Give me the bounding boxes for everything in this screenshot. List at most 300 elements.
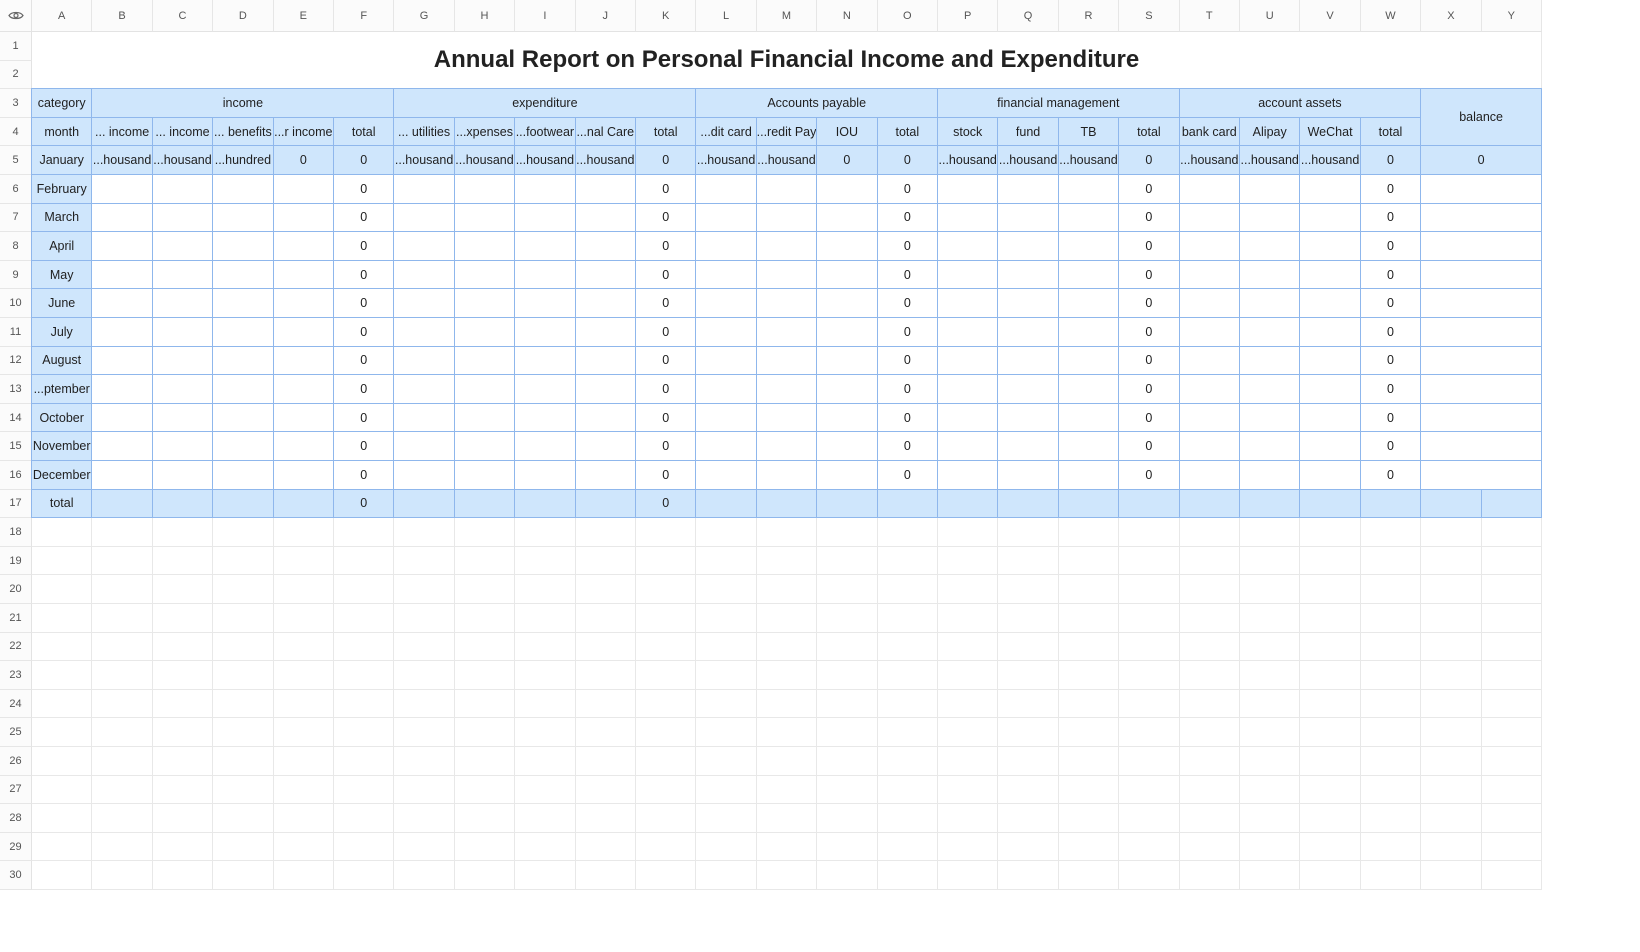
data-cell[interactable] (817, 432, 877, 461)
data-cell[interactable] (696, 347, 756, 376)
cell[interactable] (998, 661, 1058, 690)
data-cell[interactable] (153, 175, 213, 204)
data-cell[interactable] (1059, 404, 1119, 433)
cell[interactable] (455, 804, 515, 833)
column-header-g[interactable]: G (394, 0, 454, 32)
column-header-a[interactable]: A (32, 0, 92, 32)
row-header-11[interactable]: 11 (0, 318, 32, 347)
data-cell[interactable] (1300, 204, 1360, 233)
data-cell[interactable] (1059, 289, 1119, 318)
cell[interactable] (455, 833, 515, 862)
data-cell[interactable] (455, 204, 515, 233)
data-cell[interactable] (1240, 318, 1300, 347)
cell[interactable] (1119, 633, 1179, 662)
total-row-cell[interactable] (998, 490, 1058, 519)
total-row-cell[interactable] (938, 490, 998, 519)
cell[interactable] (394, 776, 454, 805)
data-cell[interactable] (153, 232, 213, 261)
expenditure-header[interactable]: expenditure (394, 89, 696, 118)
cell[interactable] (1180, 804, 1240, 833)
cell[interactable] (636, 861, 696, 890)
data-cell[interactable] (153, 375, 213, 404)
total-cell[interactable]: 0 (1361, 289, 1421, 318)
cell[interactable] (938, 804, 998, 833)
cell[interactable] (757, 518, 817, 547)
data-cell[interactable] (394, 432, 454, 461)
data-cell[interactable] (1300, 432, 1360, 461)
cell[interactable] (455, 575, 515, 604)
data-cell[interactable] (1240, 261, 1300, 290)
data-cell[interactable] (938, 461, 998, 490)
data-cell[interactable] (274, 432, 334, 461)
data-cell[interactable] (515, 432, 575, 461)
cell[interactable] (455, 633, 515, 662)
data-cell[interactable] (394, 204, 454, 233)
total-cell[interactable]: 0 (334, 404, 394, 433)
cell[interactable] (1119, 833, 1179, 862)
cell[interactable] (1421, 518, 1481, 547)
cell[interactable] (636, 661, 696, 690)
data-cell[interactable]: ...housand (938, 146, 998, 175)
data-cell[interactable]: 0 (334, 146, 394, 175)
data-cell[interactable] (576, 347, 636, 376)
cell[interactable] (576, 833, 636, 862)
cell[interactable] (515, 804, 575, 833)
cell[interactable] (394, 633, 454, 662)
row-header-13[interactable]: 13 (0, 375, 32, 404)
cell[interactable] (576, 518, 636, 547)
cell[interactable] (213, 690, 273, 719)
balance-cell[interactable]: 0 (1421, 146, 1542, 175)
cell[interactable] (576, 690, 636, 719)
total-cell[interactable]: 0 (334, 375, 394, 404)
data-cell[interactable] (92, 204, 152, 233)
data-cell[interactable] (394, 404, 454, 433)
total-row-cell[interactable] (92, 490, 152, 519)
cell[interactable] (757, 718, 817, 747)
cell[interactable] (274, 547, 334, 576)
data-cell[interactable]: 0 (1119, 146, 1179, 175)
cell[interactable] (636, 833, 696, 862)
cell[interactable] (153, 833, 213, 862)
total-row-cell[interactable] (576, 490, 636, 519)
total-row-cell[interactable] (1482, 490, 1542, 519)
data-cell[interactable] (817, 347, 877, 376)
data-cell[interactable] (696, 404, 756, 433)
data-cell[interactable] (938, 175, 998, 204)
cell[interactable] (938, 861, 998, 890)
cell[interactable] (576, 575, 636, 604)
cell[interactable] (1482, 661, 1542, 690)
balance-cell[interactable] (1421, 318, 1542, 347)
data-cell[interactable] (938, 289, 998, 318)
data-cell[interactable] (576, 261, 636, 290)
cell[interactable] (1361, 690, 1421, 719)
total-cell[interactable]: 0 (334, 318, 394, 347)
data-cell[interactable] (274, 289, 334, 318)
cell[interactable] (1119, 776, 1179, 805)
cell[interactable] (92, 518, 152, 547)
data-cell[interactable] (394, 232, 454, 261)
total-cell[interactable]: 0 (334, 432, 394, 461)
data-cell[interactable] (696, 289, 756, 318)
cell[interactable] (696, 776, 756, 805)
column-subheader[interactable]: total (1119, 118, 1179, 147)
month-label[interactable]: November (32, 432, 92, 461)
data-cell[interactable] (817, 175, 877, 204)
data-cell[interactable] (1240, 432, 1300, 461)
cell[interactable] (455, 747, 515, 776)
data-cell[interactable]: January (32, 146, 92, 175)
cell[interactable] (274, 833, 334, 862)
cell[interactable] (696, 747, 756, 776)
column-subheader[interactable]: total (334, 118, 394, 147)
cell[interactable] (1300, 604, 1360, 633)
cell[interactable] (334, 575, 394, 604)
column-subheader[interactable]: ...r income (274, 118, 334, 147)
cell[interactable] (334, 690, 394, 719)
data-cell[interactable] (576, 204, 636, 233)
data-cell[interactable] (274, 375, 334, 404)
cell[interactable] (1361, 747, 1421, 776)
cell[interactable] (878, 690, 938, 719)
data-cell[interactable] (1180, 261, 1240, 290)
cell[interactable] (213, 804, 273, 833)
cell[interactable] (938, 575, 998, 604)
data-cell[interactable] (274, 461, 334, 490)
row-header-17[interactable]: 17 (0, 490, 32, 519)
cell[interactable] (938, 690, 998, 719)
cell[interactable] (153, 547, 213, 576)
data-cell[interactable] (576, 432, 636, 461)
cell[interactable] (938, 776, 998, 805)
cell[interactable] (757, 547, 817, 576)
data-cell[interactable] (576, 289, 636, 318)
cell[interactable] (1180, 633, 1240, 662)
total-cell[interactable]: 0 (334, 461, 394, 490)
cell[interactable] (274, 575, 334, 604)
financial-management-header[interactable]: financial management (938, 89, 1180, 118)
cell[interactable] (274, 661, 334, 690)
cell[interactable] (636, 690, 696, 719)
cell[interactable] (1300, 861, 1360, 890)
total-cell[interactable]: 0 (636, 375, 696, 404)
data-cell[interactable] (92, 289, 152, 318)
cell[interactable] (1240, 633, 1300, 662)
cell[interactable] (636, 547, 696, 576)
cell[interactable] (1240, 861, 1300, 890)
row-header-24[interactable]: 24 (0, 690, 32, 719)
data-cell[interactable] (394, 461, 454, 490)
column-header-n[interactable]: N (817, 0, 877, 32)
cell[interactable] (1180, 604, 1240, 633)
total-cell[interactable]: 0 (1119, 404, 1179, 433)
cell[interactable] (334, 518, 394, 547)
total-cell[interactable]: 0 (1361, 318, 1421, 347)
cell[interactable] (92, 661, 152, 690)
total-row-cell[interactable] (878, 490, 938, 519)
data-cell[interactable] (153, 404, 213, 433)
balance-cell[interactable] (1421, 404, 1542, 433)
cell[interactable] (32, 547, 92, 576)
cell[interactable] (998, 861, 1058, 890)
data-cell[interactable] (274, 404, 334, 433)
cell[interactable] (32, 861, 92, 890)
total-cell[interactable]: 0 (1361, 461, 1421, 490)
data-cell[interactable] (576, 318, 636, 347)
cell[interactable] (334, 833, 394, 862)
cell[interactable] (32, 575, 92, 604)
data-cell[interactable] (998, 404, 1058, 433)
cell[interactable] (817, 633, 877, 662)
data-cell[interactable] (213, 461, 273, 490)
select-all-corner[interactable] (0, 0, 32, 32)
cell[interactable] (1482, 747, 1542, 776)
cell[interactable] (515, 661, 575, 690)
balance-cell[interactable] (1421, 375, 1542, 404)
column-subheader[interactable]: ... benefits (213, 118, 273, 147)
total-cell[interactable]: 0 (878, 461, 938, 490)
cell[interactable] (1059, 661, 1119, 690)
cell[interactable] (1300, 547, 1360, 576)
row-header-22[interactable]: 22 (0, 633, 32, 662)
cell[interactable] (576, 547, 636, 576)
cell[interactable] (1119, 575, 1179, 604)
cell[interactable] (394, 575, 454, 604)
data-cell[interactable] (938, 318, 998, 347)
data-cell[interactable] (394, 261, 454, 290)
cell[interactable] (998, 604, 1058, 633)
data-cell[interactable] (757, 261, 817, 290)
row-header-26[interactable]: 26 (0, 747, 32, 776)
cell[interactable] (455, 604, 515, 633)
cell[interactable] (1180, 718, 1240, 747)
data-cell[interactable] (696, 175, 756, 204)
total-cell[interactable]: 0 (1119, 461, 1179, 490)
data-cell[interactable] (1059, 461, 1119, 490)
cell[interactable] (515, 518, 575, 547)
row-header-14[interactable]: 14 (0, 404, 32, 433)
cell[interactable] (1421, 575, 1481, 604)
data-cell[interactable]: 0 (878, 146, 938, 175)
cell[interactable] (1361, 718, 1421, 747)
cell[interactable] (274, 747, 334, 776)
cell[interactable] (1059, 690, 1119, 719)
cell[interactable] (515, 633, 575, 662)
cell[interactable] (1119, 604, 1179, 633)
data-cell[interactable] (696, 461, 756, 490)
cell[interactable] (1180, 690, 1240, 719)
cell[interactable] (274, 776, 334, 805)
cell[interactable] (394, 804, 454, 833)
data-cell[interactable] (757, 318, 817, 347)
total-cell[interactable]: 0 (636, 432, 696, 461)
column-subheader[interactable]: IOU (817, 118, 877, 147)
cell[interactable] (153, 804, 213, 833)
cell[interactable] (1059, 518, 1119, 547)
balance-cell[interactable] (1421, 289, 1542, 318)
data-cell[interactable]: ...housand (1180, 146, 1240, 175)
total-row-cell[interactable] (817, 490, 877, 519)
cell[interactable] (938, 661, 998, 690)
total-row-cell[interactable] (1421, 490, 1481, 519)
cell[interactable] (334, 718, 394, 747)
cell[interactable] (1421, 776, 1481, 805)
data-cell[interactable] (1240, 404, 1300, 433)
data-cell[interactable]: ...housand (92, 146, 152, 175)
cell[interactable] (213, 747, 273, 776)
cell[interactable] (1361, 604, 1421, 633)
data-cell[interactable]: ...housand (515, 146, 575, 175)
data-cell[interactable] (92, 318, 152, 347)
data-cell[interactable] (757, 404, 817, 433)
data-cell[interactable] (213, 375, 273, 404)
balance-cell[interactable] (1421, 347, 1542, 376)
total-cell[interactable]: 0 (1361, 375, 1421, 404)
row-header-18[interactable]: 18 (0, 518, 32, 547)
row-header-10[interactable]: 10 (0, 289, 32, 318)
row-header-7[interactable]: 7 (0, 204, 32, 233)
cell[interactable] (576, 633, 636, 662)
data-cell[interactable] (274, 175, 334, 204)
cell[interactable] (576, 861, 636, 890)
report-title[interactable]: Annual Report on Personal Financial Income and Expenditure (32, 32, 1542, 89)
cell[interactable] (998, 690, 1058, 719)
cell[interactable] (334, 604, 394, 633)
month-label[interactable]: October (32, 404, 92, 433)
data-cell[interactable] (1300, 175, 1360, 204)
cell[interactable] (938, 518, 998, 547)
column-subheader[interactable]: ... income (153, 118, 213, 147)
cell[interactable] (274, 718, 334, 747)
month-label[interactable]: December (32, 461, 92, 490)
cell[interactable] (636, 804, 696, 833)
cell[interactable] (576, 604, 636, 633)
cell[interactable] (213, 776, 273, 805)
total-cell[interactable]: 0 (1119, 204, 1179, 233)
data-cell[interactable] (576, 375, 636, 404)
total-cell[interactable]: 0 (1119, 347, 1179, 376)
cell[interactable] (274, 861, 334, 890)
cell[interactable] (938, 718, 998, 747)
data-cell[interactable] (213, 432, 273, 461)
data-cell[interactable] (455, 289, 515, 318)
cell[interactable] (394, 861, 454, 890)
data-cell[interactable] (1240, 375, 1300, 404)
category-header[interactable]: category (32, 89, 92, 118)
cell[interactable] (878, 661, 938, 690)
balance-cell[interactable] (1421, 175, 1542, 204)
data-cell[interactable] (213, 204, 273, 233)
cell[interactable] (394, 661, 454, 690)
cell[interactable] (1240, 776, 1300, 805)
column-header-y[interactable]: Y (1482, 0, 1542, 32)
total-cell[interactable]: 0 (1361, 175, 1421, 204)
cell[interactable] (757, 604, 817, 633)
cell[interactable] (757, 804, 817, 833)
cell[interactable] (636, 575, 696, 604)
data-cell[interactable] (757, 204, 817, 233)
data-cell[interactable] (998, 204, 1058, 233)
total-cell[interactable]: 0 (334, 204, 394, 233)
total-cell[interactable]: 0 (878, 318, 938, 347)
balance-cell[interactable] (1421, 432, 1542, 461)
cell[interactable] (696, 518, 756, 547)
cell[interactable] (817, 747, 877, 776)
total-row-cell[interactable] (153, 490, 213, 519)
cell[interactable] (998, 633, 1058, 662)
cell[interactable] (455, 547, 515, 576)
row-header-21[interactable]: 21 (0, 604, 32, 633)
data-cell[interactable] (998, 461, 1058, 490)
cell[interactable] (1059, 833, 1119, 862)
cell[interactable] (1482, 547, 1542, 576)
data-cell[interactable] (757, 375, 817, 404)
cell[interactable] (1482, 633, 1542, 662)
cell[interactable] (576, 804, 636, 833)
column-header-x[interactable]: X (1421, 0, 1481, 32)
column-subheader[interactable]: ... utilities (394, 118, 454, 147)
cell[interactable] (1482, 604, 1542, 633)
row-header-16[interactable]: 16 (0, 461, 32, 490)
cell[interactable] (1421, 690, 1481, 719)
cell[interactable] (92, 804, 152, 833)
cell[interactable] (32, 661, 92, 690)
total-cell[interactable]: 0 (1119, 232, 1179, 261)
data-cell[interactable] (998, 318, 1058, 347)
cell[interactable] (696, 804, 756, 833)
data-cell[interactable] (1300, 261, 1360, 290)
data-cell[interactable] (1059, 318, 1119, 347)
cell[interactable] (576, 661, 636, 690)
data-cell[interactable] (515, 461, 575, 490)
cell[interactable] (1482, 804, 1542, 833)
data-cell[interactable]: ...housand (394, 146, 454, 175)
cell[interactable] (817, 804, 877, 833)
cell[interactable] (696, 690, 756, 719)
cell[interactable] (92, 776, 152, 805)
data-cell[interactable] (1300, 404, 1360, 433)
cell[interactable] (1482, 861, 1542, 890)
cell[interactable] (878, 747, 938, 776)
data-cell[interactable] (696, 204, 756, 233)
cell[interactable] (1300, 718, 1360, 747)
cell[interactable] (1421, 833, 1481, 862)
row-header-19[interactable]: 19 (0, 547, 32, 576)
data-cell[interactable] (817, 375, 877, 404)
cell[interactable] (92, 690, 152, 719)
month-label[interactable]: April (32, 232, 92, 261)
cell[interactable] (1180, 776, 1240, 805)
cell[interactable] (1180, 518, 1240, 547)
total-cell[interactable]: 0 (1119, 175, 1179, 204)
data-cell[interactable] (274, 204, 334, 233)
row-header-5[interactable]: 5 (0, 146, 32, 175)
data-cell[interactable] (1059, 204, 1119, 233)
cell[interactable] (1361, 575, 1421, 604)
data-cell[interactable] (274, 347, 334, 376)
accounts-payable-header[interactable]: Accounts payable (696, 89, 938, 118)
cell[interactable] (696, 575, 756, 604)
data-cell[interactable]: ...housand (153, 146, 213, 175)
cell[interactable] (1180, 861, 1240, 890)
cell[interactable] (817, 604, 877, 633)
column-subheader[interactable]: stock (938, 118, 998, 147)
cell[interactable] (515, 575, 575, 604)
total-cell[interactable]: 0 (878, 404, 938, 433)
cell[interactable] (1421, 547, 1481, 576)
data-cell[interactable] (757, 461, 817, 490)
